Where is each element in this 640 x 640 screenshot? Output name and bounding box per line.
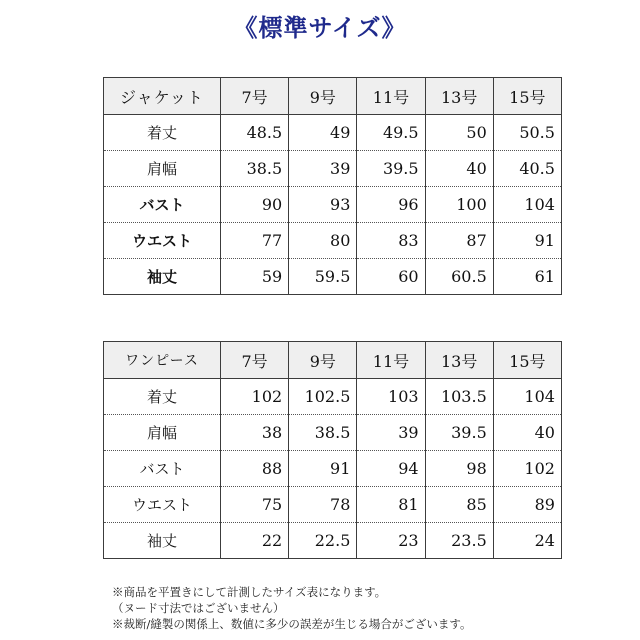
size-header-9: 9号 xyxy=(289,342,357,379)
table-cell: 38.5 xyxy=(289,415,357,451)
table-row xyxy=(104,115,562,151)
size-header-13: 13号 xyxy=(425,78,493,115)
table-cell: 48.5 xyxy=(221,115,289,151)
size-notes xyxy=(112,584,471,632)
table-cell: 104 xyxy=(493,379,561,415)
table-cell: 60.5 xyxy=(425,259,493,295)
row-label: バスト xyxy=(104,187,221,223)
row-label: 袖丈 xyxy=(104,259,221,295)
table-row xyxy=(104,379,562,415)
table-row xyxy=(104,415,562,451)
table-cell: 59 xyxy=(221,259,289,295)
table-cell: 103 xyxy=(357,379,425,415)
table-cell: 39 xyxy=(357,415,425,451)
row-label: 肩幅 xyxy=(104,151,221,187)
table-cell: 94 xyxy=(357,451,425,487)
table-cell: 102 xyxy=(221,379,289,415)
table-cell: 88 xyxy=(221,451,289,487)
table-cell: 102 xyxy=(493,451,561,487)
jacket-size-table xyxy=(103,77,562,295)
onepiece-header-label: ワンピース xyxy=(104,342,221,379)
size-header-15: 15号 xyxy=(493,342,561,379)
jacket-header-label: ジャケット xyxy=(104,78,221,115)
table-cell: 80 xyxy=(289,223,357,259)
table-row xyxy=(104,523,562,559)
table-row xyxy=(104,259,562,295)
row-label: 袖丈 xyxy=(104,523,221,559)
table-cell: 83 xyxy=(357,223,425,259)
table-cell: 38.5 xyxy=(221,151,289,187)
table-cell: 59.5 xyxy=(289,259,357,295)
table-cell: 40.5 xyxy=(493,151,561,187)
note-line: ※商品を平置きにして計測したサイズ表になります。 xyxy=(112,585,387,599)
table-cell: 40 xyxy=(425,151,493,187)
size-header-7: 7号 xyxy=(221,342,289,379)
table-cell: 49 xyxy=(289,115,357,151)
table-cell: 75 xyxy=(221,487,289,523)
table-cell: 93 xyxy=(289,187,357,223)
table-cell: 100 xyxy=(425,187,493,223)
row-label: バスト xyxy=(104,451,221,487)
row-label: ウエスト xyxy=(104,223,221,259)
table-row xyxy=(104,451,562,487)
table-row xyxy=(104,487,562,523)
table-cell: 23 xyxy=(357,523,425,559)
row-label: 着丈 xyxy=(104,379,221,415)
table-row xyxy=(104,151,562,187)
table-cell: 103.5 xyxy=(425,379,493,415)
table-cell: 22.5 xyxy=(289,523,357,559)
table-cell: 49.5 xyxy=(357,115,425,151)
note-line: ※裁断/縫製の関係上、数値に多少の誤差が生じる場合がございます。 xyxy=(112,617,472,631)
table-cell: 91 xyxy=(289,451,357,487)
size-header-11: 11号 xyxy=(357,78,425,115)
size-header-11: 11号 xyxy=(357,342,425,379)
table-cell: 81 xyxy=(357,487,425,523)
table-cell: 87 xyxy=(425,223,493,259)
table-cell: 78 xyxy=(289,487,357,523)
table-cell: 39.5 xyxy=(357,151,425,187)
table-cell: 77 xyxy=(221,223,289,259)
table-cell: 39.5 xyxy=(425,415,493,451)
table-cell: 23.5 xyxy=(425,523,493,559)
table-row xyxy=(104,223,562,259)
table-cell: 102.5 xyxy=(289,379,357,415)
size-header-9: 9号 xyxy=(289,78,357,115)
table-cell: 96 xyxy=(357,187,425,223)
table-cell: 98 xyxy=(425,451,493,487)
table-cell: 61 xyxy=(493,259,561,295)
note-line: （ヌード寸法ではございません） xyxy=(112,601,285,615)
row-label: 肩幅 xyxy=(104,415,221,451)
size-header-13: 13号 xyxy=(425,342,493,379)
table-cell: 39 xyxy=(289,151,357,187)
onepiece-size-table xyxy=(103,341,562,559)
table-cell: 24 xyxy=(493,523,561,559)
table-cell: 85 xyxy=(425,487,493,523)
table-cell: 50.5 xyxy=(493,115,561,151)
table-cell: 60 xyxy=(357,259,425,295)
table-cell: 104 xyxy=(493,187,561,223)
size-header-7: 7号 xyxy=(221,78,289,115)
table-row xyxy=(104,187,562,223)
page-title: 《標準サイズ》 xyxy=(233,14,407,42)
table-header-row xyxy=(104,78,562,115)
table-cell: 91 xyxy=(493,223,561,259)
table-cell: 50 xyxy=(425,115,493,151)
size-header-15: 15号 xyxy=(493,78,561,115)
table-header-row xyxy=(104,342,562,379)
table-cell: 38 xyxy=(221,415,289,451)
row-label: ウエスト xyxy=(104,487,221,523)
table-cell: 22 xyxy=(221,523,289,559)
row-label: 着丈 xyxy=(104,115,221,151)
table-cell: 89 xyxy=(493,487,561,523)
table-cell: 40 xyxy=(493,415,561,451)
table-cell: 90 xyxy=(221,187,289,223)
